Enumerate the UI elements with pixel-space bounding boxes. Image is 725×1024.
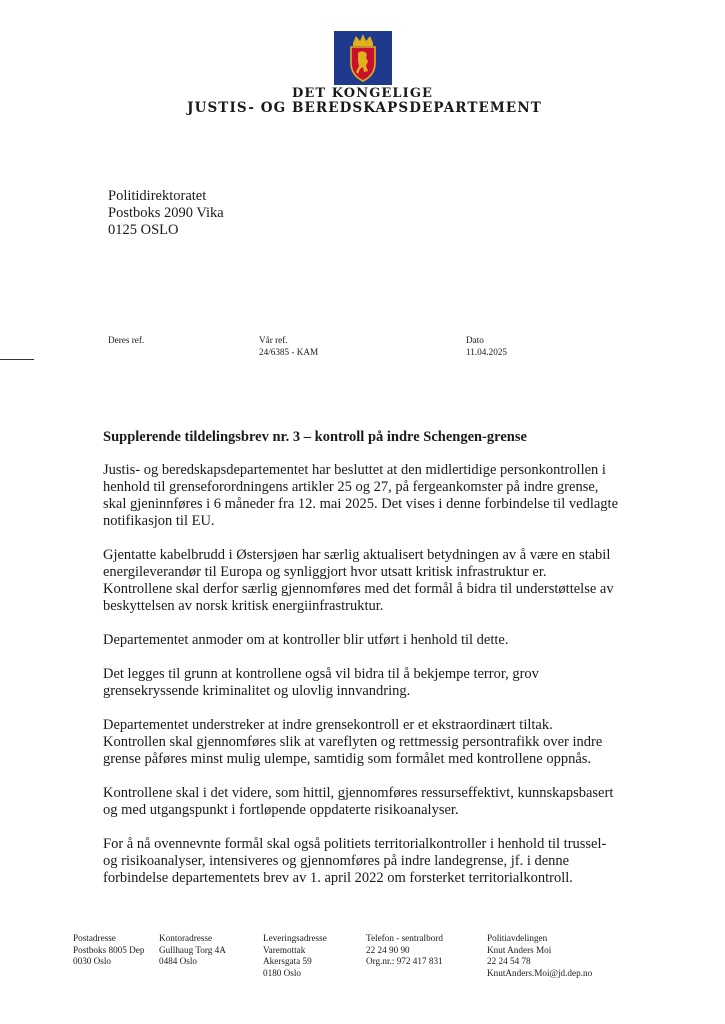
letter-body [103, 462, 663, 904]
text-line: forbindelse departementets brev av 1. april 2022 om forsterket territorialkontroll. [103, 870, 573, 886]
date-label: Dato [466, 335, 484, 345]
footer-avdeling [487, 933, 592, 979]
recipient-line: Postboks 2090 Vika [108, 205, 224, 221]
date-value: 11.04.2025 [466, 347, 508, 357]
ministry-name-line1: DET KONGELIGE [291, 86, 434, 101]
text-line: Kontrollene skal i det videre, som hittil, gjennomføres ressurseffektivt, kunnskapsbasert [103, 785, 614, 801]
footer-leveringsadresse [263, 933, 327, 979]
fold-mark [0, 359, 34, 360]
recipient-line: 0125 OSLO [108, 222, 179, 238]
paragraph [103, 666, 663, 700]
paragraph [103, 836, 663, 887]
text-line: Det legges til grunn at kontrollene også vil bidra til å bekjempe terror, grov [103, 666, 539, 682]
ministry-name-line2: JUSTIS- OG BEREDSKAPSDEPARTEMENT [187, 100, 542, 116]
var-ref [259, 334, 318, 358]
text-line: Justis- og beredskapsdepartementet har besluttet at den midlertidige personkontrollen i [103, 462, 606, 478]
paragraph [103, 717, 663, 768]
text-line: Departementet anmoder om at kontroller blir utført i henhold til dette. [103, 632, 509, 648]
paragraph [103, 785, 663, 819]
footer-label: Kontoradresse [159, 933, 213, 943]
text-line: beskyttelsen av norsk kritisk energiinfrastruktur. [103, 598, 384, 614]
recipient-line: Politidirektoratet [108, 188, 207, 204]
deres-ref [108, 334, 144, 346]
var-ref-label: Vår ref. [259, 335, 288, 345]
footer-value: Gullhaug Torg 4A [159, 944, 226, 955]
paragraph [103, 547, 663, 615]
text-line: Gjentatte kabelbrudd i Østersjøen har særlig aktualisert betydningen av å være en stabil [103, 547, 611, 563]
footer-value: Varemottak [263, 944, 306, 955]
date-ref [466, 334, 507, 358]
text-line: Kontrollen skal gjennomføres slik at vareflyten og rettmessig persontrafikk over indre [103, 734, 603, 750]
footer-value: 22 24 90 90 [366, 944, 410, 955]
text-line: henhold til grenseforordningens artikler 25 og 27, på fergeankomster på indre grense, [103, 479, 599, 495]
text-line: grensekryssende kriminalitet og ulovlig innvandring. [103, 683, 411, 699]
var-ref-value: 24/6385 - KAM [259, 347, 319, 357]
footer-value: 22 24 54 78 [487, 956, 531, 966]
text-line: Departementet understreker at indre grensekontroll er et ekstraordinært tiltak. [103, 717, 553, 733]
text-line: grense påføres minst mulig ulempe, samtidig som formålet med kontrollene oppnås. [103, 751, 592, 767]
text-line: skal gjeninnføres i 6 måneder fra 12. mai 2025. Det vises i denne forbindelse til vedlagte [103, 496, 619, 512]
paragraph [103, 462, 663, 530]
footer-email-link[interactable]: KnutAnders.Moi@jd.dep.no [487, 967, 593, 978]
recipient-address [108, 188, 224, 239]
footer-value: 0030 Oslo [73, 956, 112, 966]
text-line: For å nå ovennevnte formål skal også politiets territorialkontroller i henhold til trussel- [103, 836, 607, 852]
text-line: energileverandør til Europa og synliggjort hvor utsatt kritisk infrastruktur er. [103, 564, 547, 580]
footer-value: 0180 Oslo [263, 967, 302, 978]
deres-ref-label: Deres ref. [108, 335, 145, 345]
footer-label: Telefon - sentralbord [366, 933, 443, 943]
footer-value: Postboks 8005 Dep [73, 944, 145, 955]
footer-value: 0484 Oslo [159, 956, 198, 966]
letter-title: Supplerende tildelingsbrev nr. 3 – kontroll på indre Schengen-grense [103, 429, 527, 445]
footer-value: Akersgata 59 [263, 956, 312, 966]
footer-telefon [366, 933, 443, 968]
text-line: og risikoanalyser, intensiveres og gjennomføres på indre landegrense, jf. i denne [103, 853, 570, 869]
footer-postadresse [73, 933, 144, 968]
footer-label: Leveringsadresse [263, 933, 327, 943]
coat-of-arms-logo [334, 31, 392, 85]
paragraph [103, 632, 663, 649]
footer-label: Postadresse [73, 933, 116, 943]
text-line: og med utgangspunkt i fortløpende oppdaterte risikoanalyser. [103, 802, 459, 818]
footer-value: Org.nr.: 972 417 831 [366, 956, 443, 966]
footer-label: Politiavdelingen [487, 933, 548, 943]
text-line: notifikasjon til EU. [103, 513, 215, 529]
text-line: Kontrollene skal derfor særlig gjennomføres med det formål å bidra til understøttelse av [103, 581, 614, 597]
footer-value: Knut Anders Moi [487, 944, 552, 955]
footer-kontoradresse [159, 933, 226, 968]
